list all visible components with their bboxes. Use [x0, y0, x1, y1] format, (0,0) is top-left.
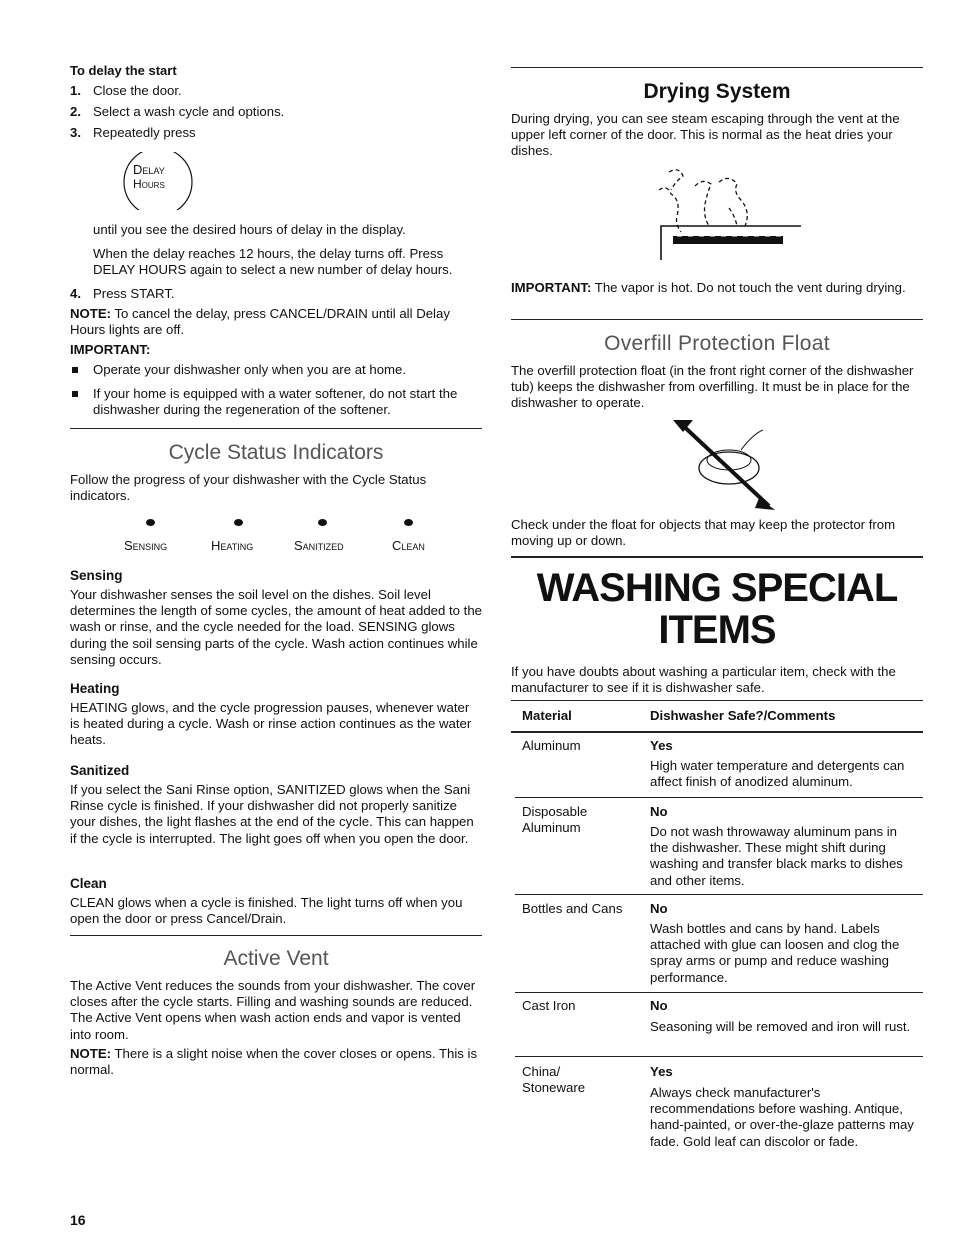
sanitized-heading: Sanitized	[70, 763, 130, 778]
heating-text: HEATING glows, and the cycle progression pauses, whenever water is heated during a cycle. Wash or rinse action continues as the water heats.	[70, 700, 472, 748]
table-row-rule	[515, 1056, 923, 1057]
steam-vent-illustration	[641, 160, 801, 270]
table-row-rule	[515, 992, 923, 993]
overfill-heading: Overfill Protection Float	[604, 332, 830, 355]
until-text: until you see the desired hours of delay in the display.	[93, 222, 406, 237]
table-header-material: Material	[522, 708, 572, 723]
table-header-safe: Dishwasher Safe?/Comments	[650, 708, 836, 723]
hours-label: Hours	[133, 177, 165, 191]
active-vent-heading: Active Vent	[223, 947, 329, 970]
bullet-text: If your home is equipped with a water softener, do not start the dishwasher during the regeneration of the softener.	[93, 386, 458, 418]
clean-indicator-label: Clean	[392, 538, 425, 553]
step-number: 3.	[70, 125, 81, 140]
sensing-indicator-label: Sensing	[124, 538, 168, 553]
table-row-rule	[515, 894, 923, 895]
section-divider	[70, 428, 482, 429]
sensing-text: Your dishwasher senses the soil level on the dishes. Soil level determines the length of some cycles, the amount of heat added to the wash or rinse, and the cycle needed for the load. SENSING glows during the soil sensing parts of the cycle. Wash action continues while sensing occurs.	[70, 587, 482, 667]
table-row-safe: No	[650, 804, 668, 819]
clean-heading: Clean	[70, 876, 107, 891]
step-text: Repeatedly press	[93, 125, 196, 140]
table-row-material: Cast Iron	[522, 998, 576, 1013]
clean-text: CLEAN glows when a cycle is finished. The light turns off when you open the door or press Cancel/Drain.	[70, 895, 463, 927]
table-row-safe: No	[650, 901, 668, 916]
table-row-rule	[515, 797, 923, 798]
sanitized-text: If you select the Sani Rinse option, SANITIZED glows when the Sani Rinse cycle is finished. If your dishwasher did not properly sanitize your dishes, the light flashes at the end of the cycle. This can happen if the cycle is interrupted. The light goes off when you open the door.	[70, 782, 474, 846]
overfill-float-illustration	[671, 420, 781, 510]
table-row-comment: High water temperature and detergents can affect finish of anodized aluminum.	[650, 758, 905, 790]
step-number: 1.	[70, 83, 81, 98]
overfill-check-text: Check under the float for objects that may keep the protector from moving up or down.	[511, 517, 896, 549]
table-row-material: Bottles and Cans	[522, 901, 623, 916]
active-vent-note	[70, 1046, 482, 1078]
step-number: 2.	[70, 104, 81, 119]
delay-hours-button-graphic	[116, 152, 196, 210]
table-row-safe: No	[650, 998, 668, 1013]
bullet-icon	[72, 367, 78, 373]
note-label: NOTE:	[70, 1046, 112, 1061]
bullet-icon	[72, 391, 78, 397]
note-label: NOTE:	[70, 306, 112, 321]
page-number: 16	[70, 1212, 86, 1228]
step-text: Press START.	[93, 286, 175, 301]
active-vent-text: The Active Vent reduces the sounds from your dishwasher. The cover closes after the cycle starts. Filling and washing sounds are reduced. The Active Vent opens when wash action ends and vapor is vented into room.	[70, 978, 476, 1042]
heating-heading: Heating	[70, 681, 120, 696]
sanitized-indicator-label: Sanitized	[294, 538, 344, 553]
drying-text: During drying, you can see steam escaping through the vent at the upper left corner of the door. This is normal as the heat dries your dishes.	[511, 111, 900, 159]
note-text: To cancel the delay, press CANCEL/DRAIN until all Delay Hours lights are off.	[70, 306, 450, 338]
table-row-safe: Yes	[650, 1064, 673, 1079]
overfill-text: The overfill protection float (in the front right corner of the dishwasher tub) keeps the dishwasher from overfilling. It must be in place for the dishwasher to operate.	[511, 363, 914, 411]
table-row-comment: Always check manufacturer's recommendations before washing. Antique, hand-painted, or over-the-glaze patterns may fade. Gold leaf can discolor or fade.	[650, 1085, 914, 1149]
delay-label: Delay	[133, 162, 165, 177]
important-label: IMPORTANT:	[511, 280, 592, 295]
section-divider	[70, 935, 482, 936]
cycle-status-intro: Follow the progress of your dishwasher with the Cycle Status indicators.	[70, 472, 427, 504]
heating-indicator-label: Heating	[211, 538, 254, 553]
table-top-rule	[511, 700, 923, 701]
washing-intro: If you have doubts about washing a particular item, check with the manufacturer to see if it is dishwasher safe.	[511, 664, 896, 696]
bullet-text: Operate your dishwasher only when you are at home.	[93, 362, 407, 377]
table-row-comment: Seasoning will be removed and iron will rust.	[650, 1019, 911, 1034]
delay-heading: To delay the start	[70, 63, 177, 78]
washing-title-line1: WASHING SPECIAL	[536, 566, 898, 610]
section-divider	[511, 67, 923, 68]
washing-title-line2: ITEMS	[658, 608, 776, 652]
table-row-material: Aluminum	[522, 738, 581, 753]
step-number: 4.	[70, 286, 81, 301]
table-row-material: Disposable Aluminum	[522, 804, 588, 836]
step-text: Close the door.	[93, 83, 182, 98]
cycle-status-heading: Cycle Status Indicators	[168, 441, 384, 464]
reaches-text: When the delay reaches 12 hours, the delay turns off. Press DELAY HOURS again to select a new number of delay hours.	[93, 246, 453, 278]
sanitized-light-icon	[318, 519, 327, 526]
clean-light-icon	[404, 519, 413, 526]
sensing-heading: Sensing	[70, 568, 123, 583]
table-row-safe: Yes	[650, 738, 673, 753]
table-header-rule	[511, 731, 923, 733]
drying-heading: Drying System	[643, 80, 791, 103]
important-text: The vapor is hot. Do not touch the vent during drying.	[594, 280, 906, 295]
delay-note	[70, 306, 482, 338]
step-text: Select a wash cycle and options.	[93, 104, 285, 119]
table-row-material: China/ Stoneware	[522, 1064, 586, 1096]
drying-important	[511, 280, 923, 296]
table-row-comment: Do not wash throwaway aluminum pans in the dishwasher. These might shift during washing and transfer black marks to dishes and other items.	[650, 824, 903, 888]
section-divider	[511, 556, 923, 558]
important-label: IMPORTANT:	[70, 342, 151, 357]
section-divider	[511, 319, 923, 320]
heating-light-icon	[234, 519, 243, 526]
table-row-comment: Wash bottles and cans by hand. Labels attached with glue can loosen and clog the spray arms or pump and reduce washing performance.	[650, 921, 900, 985]
sensing-light-icon	[146, 519, 155, 526]
note-text: There is a slight noise when the cover closes or opens. This is normal.	[70, 1046, 478, 1078]
